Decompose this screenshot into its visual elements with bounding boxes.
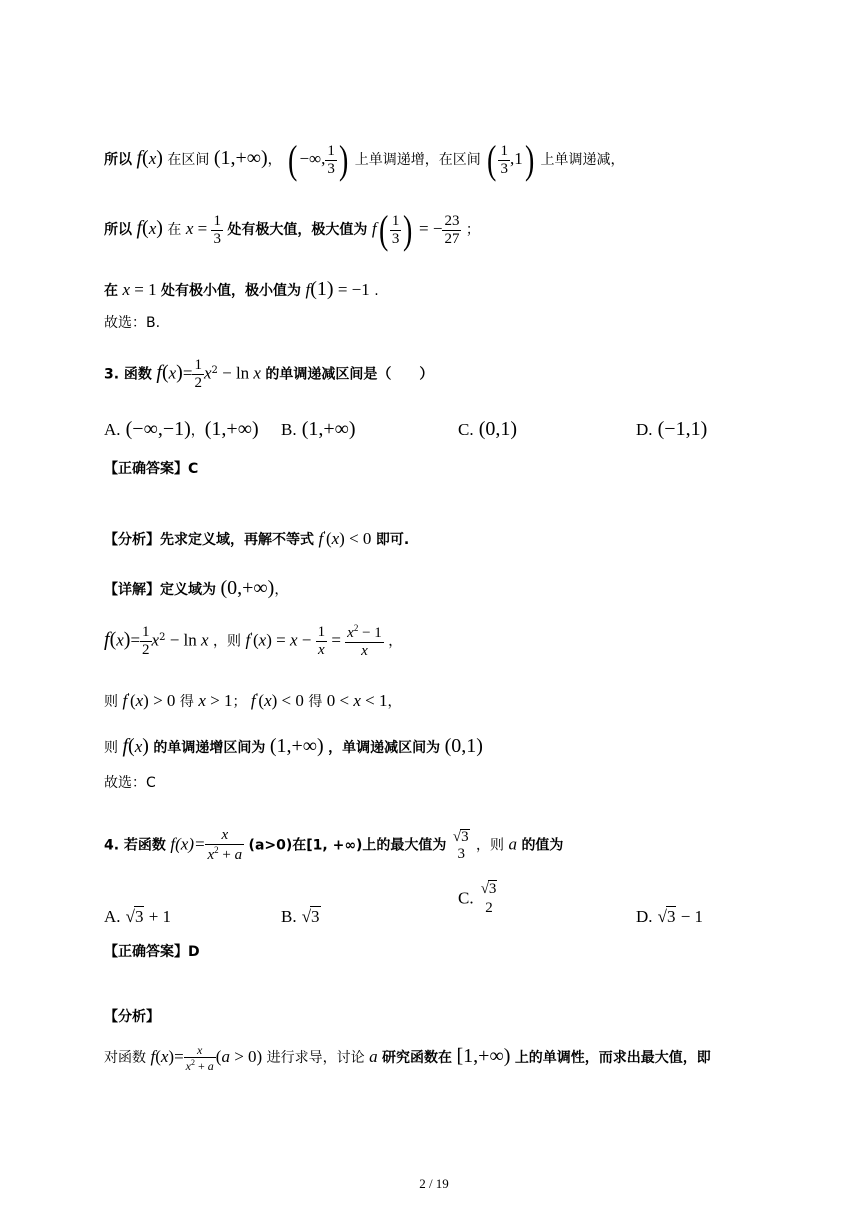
- text: 处有极小值，极小值为: [161, 283, 302, 299]
- text-line-monotonic: 所以 f(x) 在区间 (1,+∞)， ( −∞, $\frac{1}{3}$ ) 上单调递增，在区间 ( $\frac{1}{3}$ ,1) 上单调递减，: [104, 137, 625, 182]
- text: 所以: [104, 222, 132, 238]
- q3-option-c: C. (0,1): [458, 418, 518, 440]
- q3-detail: 【详解】定义域为 (0,+∞)，: [104, 577, 289, 599]
- text: 的单调递减区间是（ ）: [265, 366, 434, 383]
- option-label: B.: [281, 907, 297, 926]
- text: 的单调递增区间为: [153, 740, 266, 756]
- text: 的值为: [521, 837, 564, 854]
- question-4: 4. 若函数 f(x)= $\frac{x}{x^2 + a}$ (a>0)在[1, +∞)上的最大值为 √3 3 ，则 a 的值为: [104, 827, 564, 863]
- text: 【详解】定义域为: [104, 582, 216, 598]
- text: .: [374, 283, 379, 299]
- question-3: 3. 函数 f(x)= $\frac{1}{2}$ $x^2 - \ln x$ 的单调递减区间是（ ）: [104, 357, 434, 391]
- text: 即可.: [375, 532, 410, 548]
- option-label: D.: [636, 420, 653, 439]
- text-line-min: 在 x = 1 处有极小值，极小值为 f(1) = −1 .: [104, 278, 379, 300]
- text: 【分析】先求定义域，再解不等式: [104, 532, 314, 548]
- text: 在区间: [167, 152, 210, 168]
- page-number: 2 / 19: [419, 1176, 449, 1191]
- question-number: 4. 若函数: [104, 837, 166, 854]
- text: 在: [167, 222, 182, 238]
- q4-option-c: C. √3 2: [458, 881, 497, 916]
- text: a: [508, 834, 517, 854]
- text: ，: [190, 423, 205, 439]
- option-label: A.: [104, 907, 121, 926]
- q3-conclusion: 则 f(x) 的单调递增区间为 (1,+∞) ，单调递减区间为 (0,1): [104, 735, 483, 757]
- q4-option-b: B. √3: [281, 907, 320, 926]
- text: ，: [388, 633, 403, 650]
- q3-analysis: 【分析】先求定义域，再解不等式 f'(x) < 0 即可.: [104, 529, 410, 548]
- q4-analysis: 对函数 f(x)= $\frac{x}{x^2 + a}$ (a > 0) 进行求导，讨论 a 研究函数在 [1,+∞) 上的单调性，而求出最大值，即: [104, 1043, 711, 1073]
- text: ，则: [476, 837, 505, 854]
- q3-choice: 故选：C: [104, 775, 156, 791]
- text: f(x)=: [170, 834, 206, 854]
- text: (a>0)在[1, +∞)上的最大值为: [248, 837, 447, 854]
- text: 进行求导，讨论: [266, 1050, 365, 1066]
- q4-answer: 【正确答案】D: [104, 944, 200, 960]
- text: 得: [308, 694, 323, 710]
- option-label: D.: [636, 907, 653, 926]
- text: ；: [232, 694, 247, 710]
- option-label: C.: [458, 420, 474, 439]
- option-label: A.: [104, 420, 121, 439]
- text: 处有极大值，极大值为: [227, 222, 368, 238]
- text: 则: [104, 694, 118, 710]
- text: ，: [267, 152, 282, 168]
- option-label: C.: [458, 888, 474, 908]
- text-line-max: 所以 f(x) 在 x = $\frac{1}{3}$ 处有极大值，极大值为 f( $\frac{1}{3}$ ) = − $\frac{23}{27}$ ；: [104, 207, 480, 252]
- q4-option-d: D. √3 − 1: [636, 907, 704, 926]
- text: 得: [179, 694, 194, 710]
- q3-answer: 【正确答案】C: [104, 461, 199, 477]
- text: 研究函数在: [382, 1050, 453, 1066]
- q3-intervals: 则 f'(x) > 0 得 x > 1； f'(x) < 0 得 0 < x < 1，: [104, 691, 402, 710]
- q3-derivative: f(x)= $\frac{1}{2}$ $x^2 - \ln x$ ，则 f'(x) = x − $\frac{1}{x}$ = $\frac{x^2 - 1}{x}$ ，: [104, 623, 403, 659]
- question-number: 3. 函数: [104, 366, 152, 383]
- text: ，: [274, 582, 289, 598]
- text: 在: [104, 283, 118, 299]
- text: 上单调递增，在区间: [354, 152, 481, 168]
- text: ；: [465, 222, 480, 238]
- text: 上的单调性，而求出最大值，即: [514, 1050, 711, 1066]
- q3-option-b: B. (1,+∞): [281, 418, 356, 440]
- answer-choice-line: 故选：B.: [104, 315, 161, 331]
- text: 则: [104, 740, 118, 756]
- text: ，单调递减区间为: [328, 740, 441, 756]
- text: 上单调递减，: [540, 152, 625, 168]
- q3-option-d: D. (−1,1): [636, 418, 708, 440]
- text: 对函数: [104, 1050, 146, 1066]
- q4-option-a: A. √3 + 1: [104, 907, 172, 926]
- text: ，则: [213, 633, 242, 650]
- q3-option-a: A. (−∞,−1)，(1,+∞): [104, 418, 259, 440]
- q4-analysis-heading: 【分析】: [104, 1009, 160, 1025]
- text: ，: [387, 694, 402, 710]
- option-label: B.: [281, 420, 297, 439]
- text: 所以: [104, 152, 132, 168]
